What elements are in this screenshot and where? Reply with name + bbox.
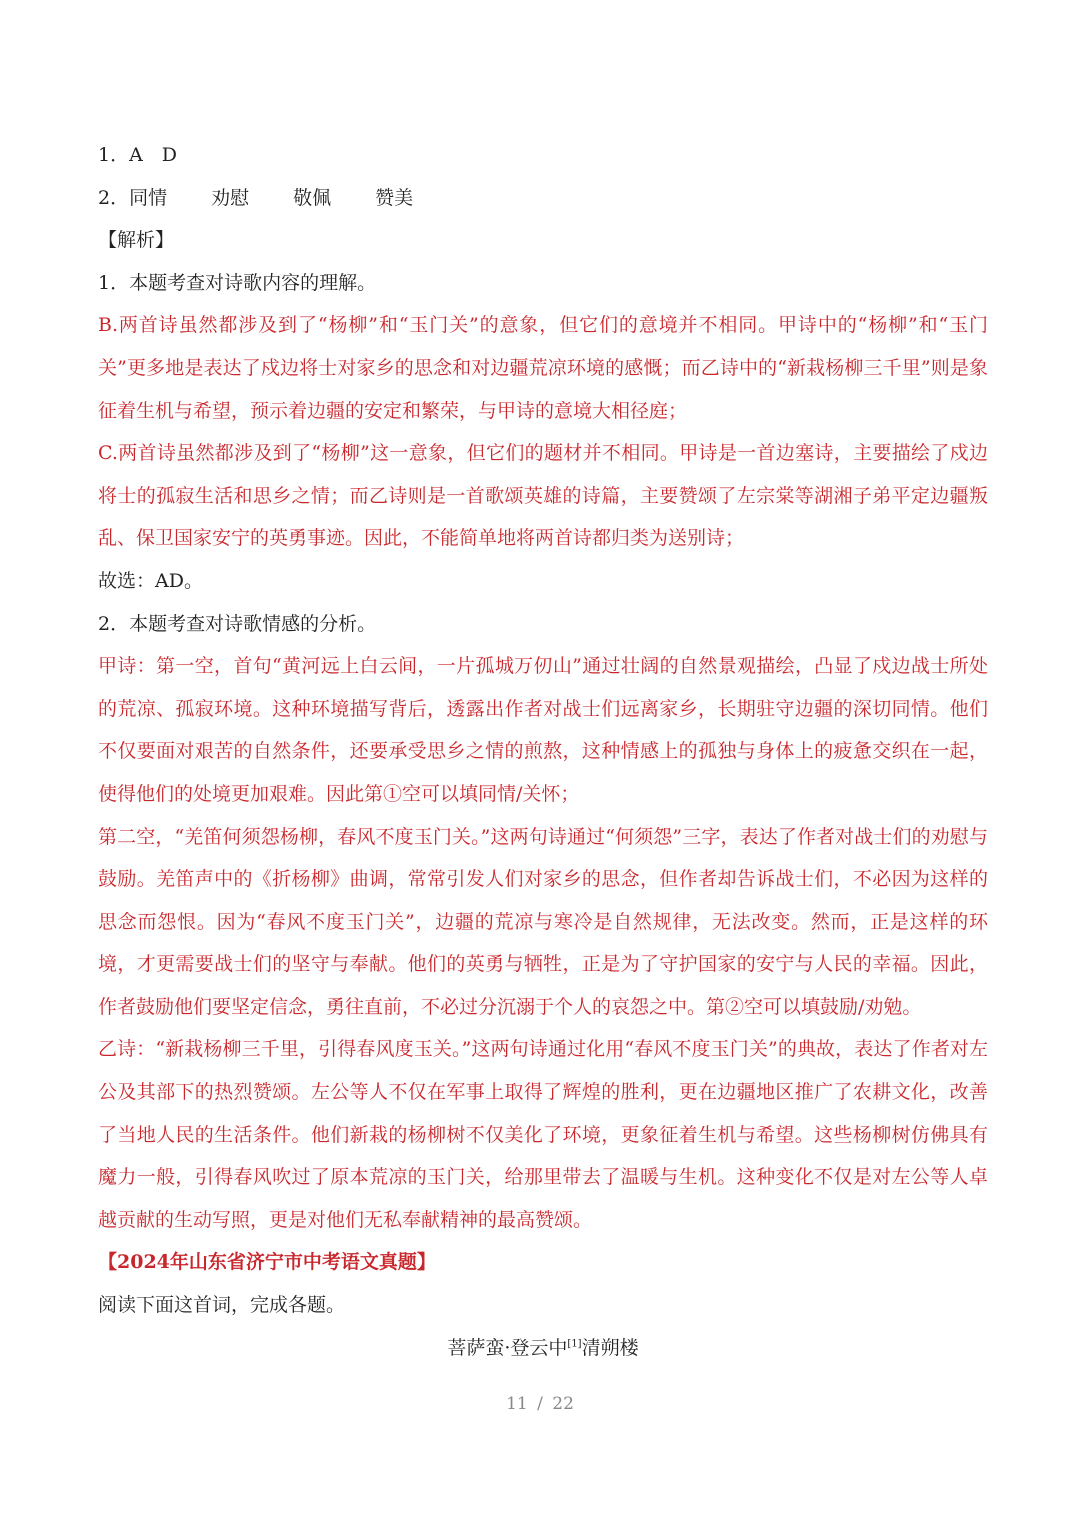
poem-title-footnote-mark: [1]: [567, 1338, 582, 1350]
q2-intro: 2．本题考查对诗歌情感的分析。: [98, 612, 377, 635]
q1-option-b-explanation: B.两首诗虽然都涉及到了“杨柳”和“玉门关”的意象，但它们的意境并不相同。甲诗中的“杨柳”和“玉门关”更多地是表达了戍边将士对家乡的思念和对边疆荒凉环境的感慨；而乙诗中的“新栽杨柳三千里”则是象征着生机与希望，预示着边疆的安定和繁荣，与甲诗的意境大相径庭；: [98, 314, 988, 422]
poem-title-main: 菩萨蛮·登云中: [447, 1336, 568, 1359]
q1-choice: 故选：AD。: [98, 569, 203, 592]
q2-poem-yi-analysis: 乙诗：“新栽杨柳三千里，引得春风度玉关。”这两句诗通过化用“春风不度玉门关”的典故，表达了作者对左公及其部下的热烈赞颂。左公等人不仅在军事上取得了辉煌的胜利，更在边疆地区推广了农耕文化，改善了当地人民的生活条件。他们新栽的杨柳树不仅美化了环境，更象征着生机与希望。这些杨柳树仿佛具有魔力一般，引得春风吹过了原本荒凉的玉门关，给那里带去了温暖与生机。这种变化不仅是对左公等人卓越贡献的生动写照，更是对他们无私奉献精神的最高赞颂。: [98, 1038, 988, 1231]
answer-1: 1．A D: [98, 144, 178, 166]
answer-2: [98, 177, 988, 220]
reading-instruction: 阅读下面这首词，完成各题。: [98, 1294, 346, 1317]
q1-option-c-explanation: C.两首诗虽然都涉及到了“杨柳”这一意象，但它们的题材并不相同。甲诗是一首边塞诗，主要描绘了戍边将士的孤寂生活和思乡之情；而乙诗则是一首歌颂英雄的诗篇，主要赞颂了左宗棠等湖湘子弟平定边疆叛乱、保卫国家安宁的英勇事迹。因此，不能简单地将两首诗都归类为送别诗；: [98, 442, 988, 550]
section-heading: 【2024年山东省济宁市中考语文真题】: [98, 1251, 436, 1274]
analysis-header: 【解析】: [98, 229, 175, 252]
poem-title-rest: 清朔楼: [581, 1336, 639, 1359]
total-pages: 22: [552, 1394, 574, 1414]
q2-poem-jia-analysis: 甲诗：第一空，首句“黄河远上白云间，一片孤城万仞山”通过壮阔的自然景观描绘，凸显了戍边战士所处的荒凉、孤寂环境。这种环境描写背后，透露出作者对战士们远离家乡，长期驻守边疆的深切同情。他们不仅要面对艰苦的自然条件，还要承受思乡之情的煎熬，这种情感上的孤独与身体上的疲惫交织在一起，使得他们的处境更加艰难。因此第①空可以填同情/关怀；: [98, 655, 988, 805]
answer-2-item-3: 敬佩: [293, 186, 332, 209]
page-separator: /: [537, 1394, 543, 1414]
answer-2-item-4: 赞美: [375, 186, 414, 209]
q2-second-blank-analysis: 第二空，“羌笛何须怨杨柳，春风不度玉门关。”这两句诗通过“何须怨”三字，表达了作者对战士们的劝慰与鼓励。羌笛声中的《折杨柳》曲调，常常引发人们对家乡的思念，但作者却告诉战士们，不必因为这样的思念而怨恨。因为“春风不度玉门关”，边疆的荒凉与寒冷是自然规律，无法改变。然而，正是这样的环境，才更需要战士们的坚守与奉献。他们的英勇与牺牲，正是为了守护国家的安宁与人民的幸福。因此，作者鼓励他们要坚定信念，勇往直前，不必过分沉溺于个人的哀怨之中。第②空可以填鼓励/劝勉。: [98, 825, 988, 1018]
answer-2-item-1: 同情: [129, 186, 168, 209]
poem-title: [98, 1327, 988, 1370]
answer-2-item-2: 劝慰: [211, 186, 250, 209]
answer-2-number: 2．: [98, 186, 130, 209]
current-page: 11: [506, 1394, 528, 1414]
page-number: [0, 1394, 1080, 1414]
q1-intro: 1．本题考查对诗歌内容的理解。: [98, 271, 377, 294]
page-content: [98, 134, 988, 1369]
